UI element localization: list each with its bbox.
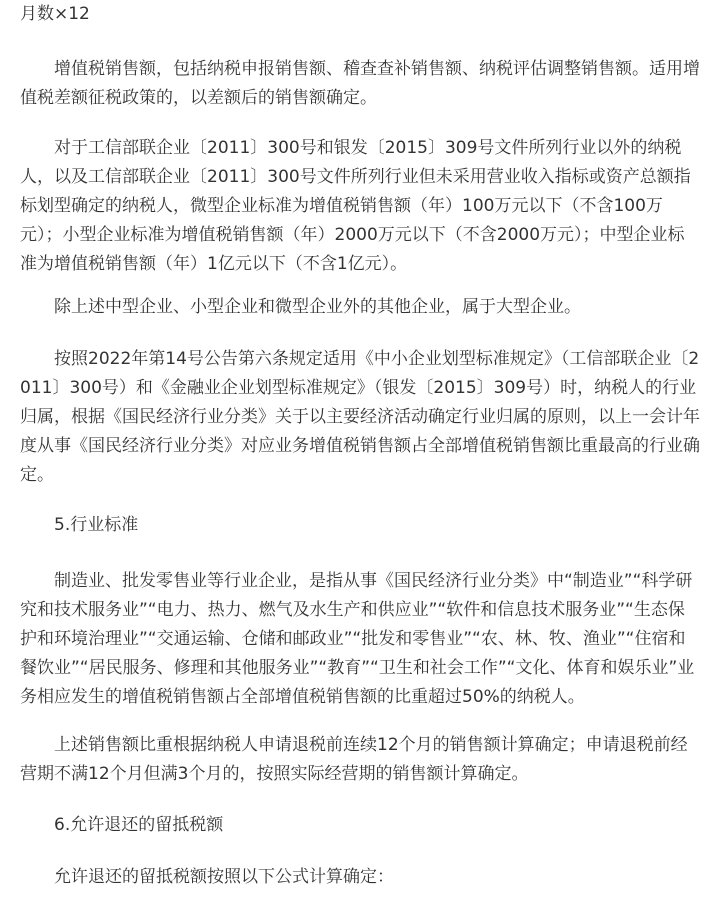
paragraph-sales-ratio: 上述销售额比重根据纳税人申请退税前连续12个月的销售额计算确定；申请退税前经营期不满12个月但满3个月的，按照实际经营期的销售额计算确定。 [20, 735, 688, 784]
formula-fragment: 月数×12 [20, 4, 90, 24]
section-6-title: 6.允许退还的留抵税额 [54, 815, 224, 835]
paragraph-formula-intro: 允许退还的留抵税额按照以下公式计算确定： [54, 867, 394, 887]
section-5-title: 5.行业标准 [54, 515, 139, 535]
paragraph-vat-sales: 增值税销售额，包括纳税申报销售额、稽查查补销售额、纳税评估调整销售额。适用增值税差额征税政策的，以差额后的销售额确定。 [20, 59, 700, 108]
paragraph-large-enterprise: 除上述中型企业、小型企业和微型企业外的其他企业，属于大型企业。 [54, 297, 581, 317]
paragraph-micro-small-medium-standard: 对于工信部联企业〔2011〕300号和银发〔2015〕309号文件所列行业以外的纳税人，以及工信部联企业〔2011〕300号文件所列行业但未采用营业收入指标或资产总额指标划型确定的纳税人，微型企业标准为增值税销售额（年）100万元以下（不含100万元）；小型企业标准为增值税销售额（年）2000万元以下（不含2000万元）；中型企业标准为增值税销售额（年）1亿元以下（不含1亿元）。 [20, 138, 691, 274]
paragraph-industry-attribution: 按照2022年第14号公告第六条规定适用《中小企业划型标准规定》（工信部联企业〔2011〕300号）和《金融业企业划型标准规定》（银发〔2015〕309号）时，纳税人的行业归属，根据《国民经济行业分类》关于以主要经济活动确定行业归属的原则，以上一会计年度从事《国民经济行业分类》对应业务增值税销售额占全部增值税销售额比重最高的行业确定。 [20, 349, 700, 485]
paragraph-industry-standard: 制造业、批发零售业等行业企业，是指从事《国民经济行业分类》中“制造业”“科学研究和技术服务业”“电力、热力、燃气及水生产和供应业”“软件和信息技术服务业”“生态保护和环境治理业”“交通运输、仓储和邮政业”“批发和零售业”“农、林、牧、渔业”“住宿和餐饮业”“居民服务、修理和其他服务业”“教育”“卫生和社会工作”“文化、体育和娱乐业”业务相应发生的增值税销售额占全部增值税销售额的比重超过50%的纳税人。 [20, 571, 695, 707]
